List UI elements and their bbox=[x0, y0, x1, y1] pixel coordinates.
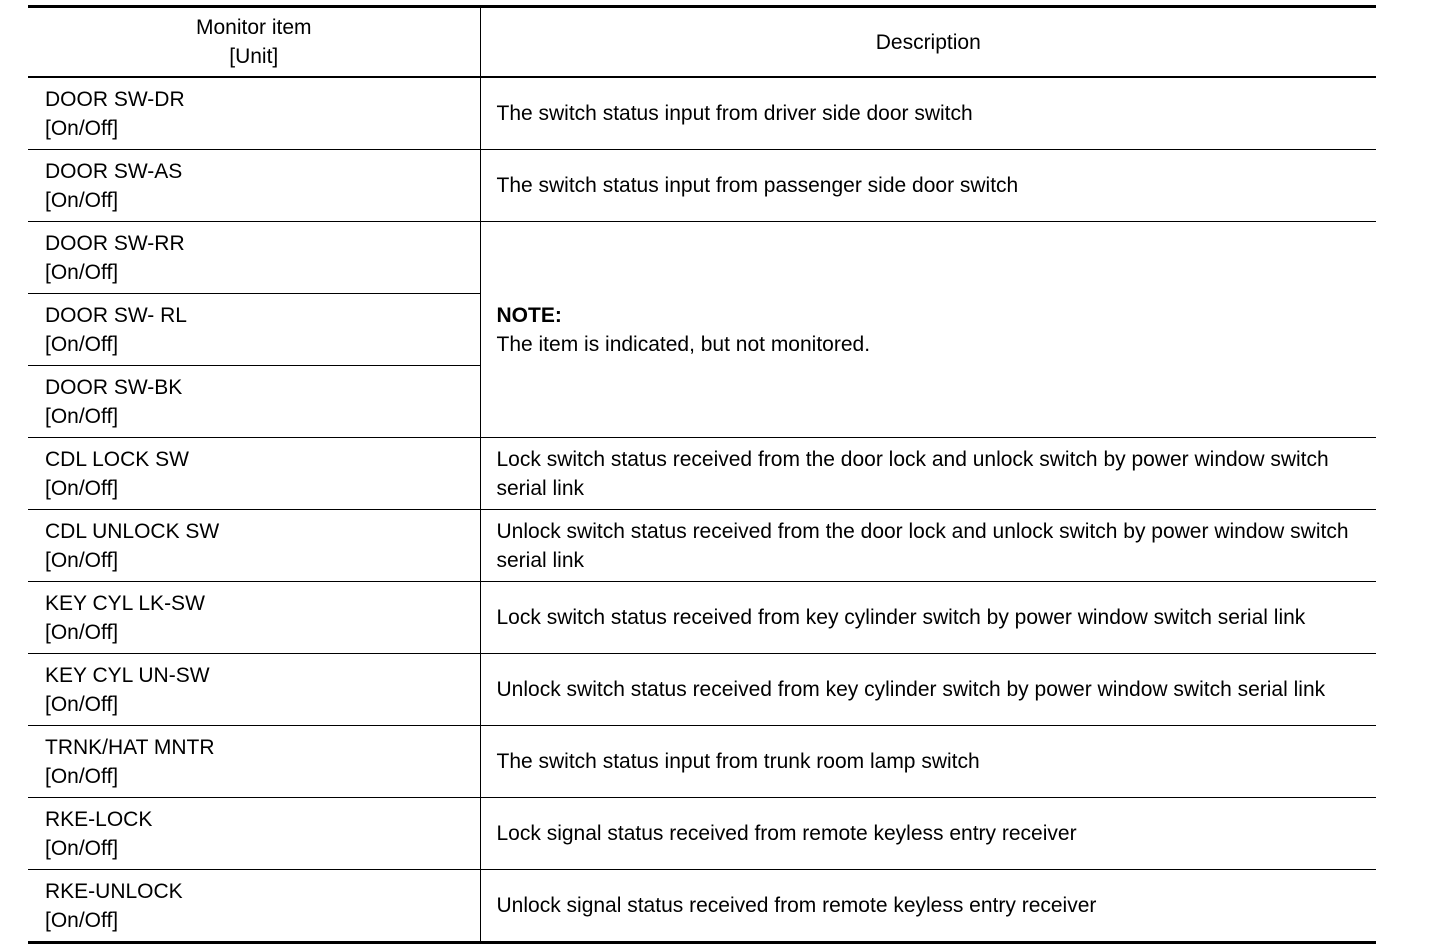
description-cell: Unlock switch status received from key cylinder switch by power window switch serial link bbox=[480, 654, 1376, 726]
table-row bbox=[28, 222, 1376, 294]
description-cell: Lock signal status received from remote keyless entry receiver bbox=[480, 798, 1376, 870]
note-cell bbox=[480, 222, 1376, 438]
item-name: DOOR SW- RL bbox=[45, 303, 187, 327]
monitor-item-cell bbox=[28, 77, 480, 150]
note-text: The item is indicated, but not monitored. bbox=[496, 332, 871, 356]
table-row bbox=[28, 438, 1376, 510]
item-unit: [On/Off] bbox=[45, 908, 119, 932]
header-item-title: Monitor item bbox=[195, 16, 312, 39]
item-name: DOOR SW-BK bbox=[45, 375, 183, 399]
monitor-item-cell bbox=[28, 294, 480, 366]
item-name: DOOR SW-RR bbox=[45, 231, 185, 255]
description-cell: Unlock switch status received from the door lock and unlock switch by power window switch serial link bbox=[480, 510, 1376, 582]
description-cell: The switch status input from trunk room lamp switch bbox=[480, 726, 1376, 798]
table-row bbox=[28, 510, 1376, 582]
monitor-item-cell bbox=[28, 438, 480, 510]
monitor-item-cell bbox=[28, 798, 480, 870]
header-description: Description bbox=[480, 7, 1376, 78]
monitor-item-cell bbox=[28, 726, 480, 798]
item-unit: [On/Off] bbox=[45, 332, 119, 356]
item-unit: [On/Off] bbox=[45, 548, 119, 572]
monitor-item-cell bbox=[28, 222, 480, 294]
description-cell: Lock switch status received from key cylinder switch by power window switch serial link bbox=[480, 582, 1376, 654]
item-unit: [On/Off] bbox=[45, 260, 119, 284]
item-name: RKE-UNLOCK bbox=[45, 879, 183, 903]
item-name: CDL LOCK SW bbox=[45, 447, 189, 471]
item-unit: [On/Off] bbox=[45, 836, 119, 860]
table-row bbox=[28, 582, 1376, 654]
monitor-item-cell bbox=[28, 582, 480, 654]
table-row bbox=[28, 798, 1376, 870]
table-header-row bbox=[28, 7, 1376, 78]
description-cell: Lock switch status received from the door lock and unlock switch by power window switch serial link bbox=[480, 438, 1376, 510]
item-name: KEY CYL UN-SW bbox=[45, 663, 210, 687]
monitor-item-cell bbox=[28, 366, 480, 438]
item-unit: [On/Off] bbox=[45, 764, 119, 788]
item-name: TRNK/HAT MNTR bbox=[45, 735, 215, 759]
table-row bbox=[28, 870, 1376, 943]
item-name: DOOR SW-AS bbox=[45, 159, 183, 183]
item-name: DOOR SW-DR bbox=[45, 87, 185, 111]
description-cell: The switch status input from passenger side door switch bbox=[480, 150, 1376, 222]
description-cell: The switch status input from driver side door switch bbox=[480, 77, 1376, 150]
item-unit: [On/Off] bbox=[45, 692, 119, 716]
item-unit: [On/Off] bbox=[45, 476, 119, 500]
table-row bbox=[28, 654, 1376, 726]
item-unit: [On/Off] bbox=[45, 404, 119, 428]
table-row bbox=[28, 726, 1376, 798]
table-row bbox=[28, 150, 1376, 222]
header-item-unit: [Unit] bbox=[229, 45, 279, 68]
item-name: CDL UNLOCK SW bbox=[45, 519, 220, 543]
item-name: RKE-LOCK bbox=[45, 807, 153, 831]
monitor-item-cell bbox=[28, 870, 480, 943]
table-row bbox=[28, 77, 1376, 150]
item-unit: [On/Off] bbox=[45, 116, 119, 140]
note-label: NOTE: bbox=[496, 303, 562, 327]
monitor-item-cell bbox=[28, 150, 480, 222]
monitor-item-cell bbox=[28, 510, 480, 582]
item-name: KEY CYL LK-SW bbox=[45, 591, 205, 615]
header-monitor-item bbox=[28, 7, 480, 78]
item-unit: [On/Off] bbox=[45, 188, 119, 212]
monitor-item-cell bbox=[28, 654, 480, 726]
item-unit: [On/Off] bbox=[45, 620, 119, 644]
description-cell: Unlock signal status received from remote keyless entry receiver bbox=[480, 870, 1376, 943]
monitor-item-table bbox=[28, 5, 1376, 944]
